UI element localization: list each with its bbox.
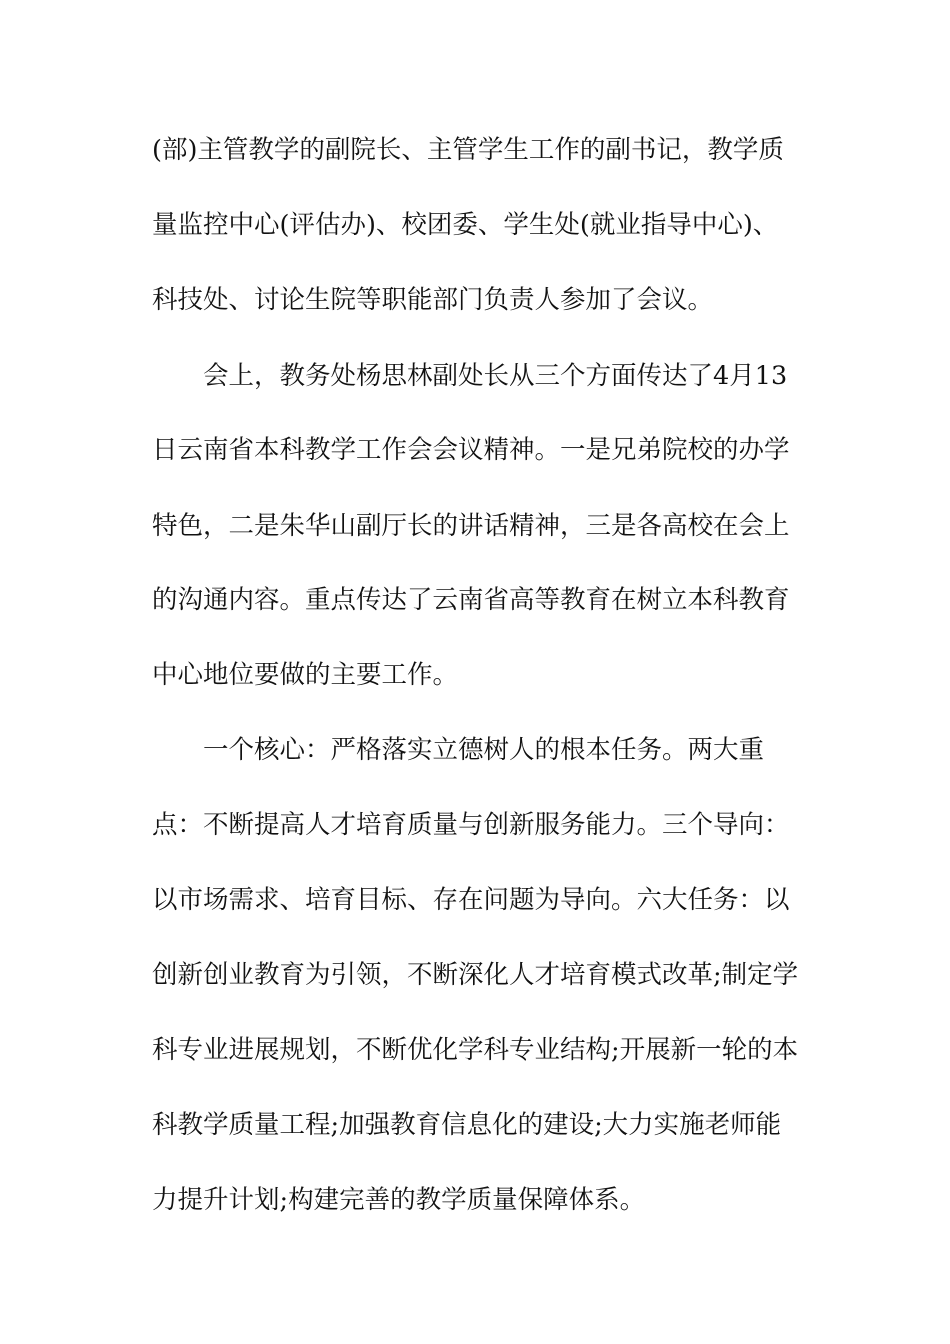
text-line: 特色，二是朱华山副厅长的讲话精神，三是各高校在会上 <box>152 511 790 541</box>
text-line: 科技处、讨论生院等职能部门负责人参加了会议。 <box>152 285 714 315</box>
text-line: 力提升计划;构建完善的教学质量保障体系。 <box>152 1185 646 1215</box>
text-line: 日云南省本科教学工作会会议精神。一是兄弟院校的办学 <box>152 435 790 465</box>
text-line: (部)主管教学的副院长、主管学生工作的副书记，教学质 <box>152 135 784 165</box>
text-line: 以市场需求、培育目标、存在问题为导向。六大任务：以 <box>152 885 790 915</box>
text-line: 量监控中心(评估办)、校团委、学生处(就业指导中心)、 <box>152 210 779 240</box>
text-line: 点：不断提高人才培育质量与创新服务能力。三个导向： <box>152 810 790 840</box>
paragraph-first-line: 一个核心：严格落实立德树人的根本任务。两大重 <box>203 735 765 765</box>
text-line: 创新创业教育为引领，不断深化人才培育模式改革;制定学 <box>152 960 799 990</box>
text-line: 中心地位要做的主要工作。 <box>152 660 459 690</box>
text-line: 科教学质量工程;加强教育信息化的建设;大力实施老师能 <box>152 1110 782 1140</box>
paragraph-first-line: 会上，教务处杨思林副处长从三个方面传达了4月13 <box>203 361 788 391</box>
text-line: 科专业进展规划，不断优化学科专业结构;开展新一轮的本 <box>152 1035 799 1065</box>
text-line: 的沟通内容。重点传达了云南省高等教育在树立本科教育 <box>152 585 790 615</box>
